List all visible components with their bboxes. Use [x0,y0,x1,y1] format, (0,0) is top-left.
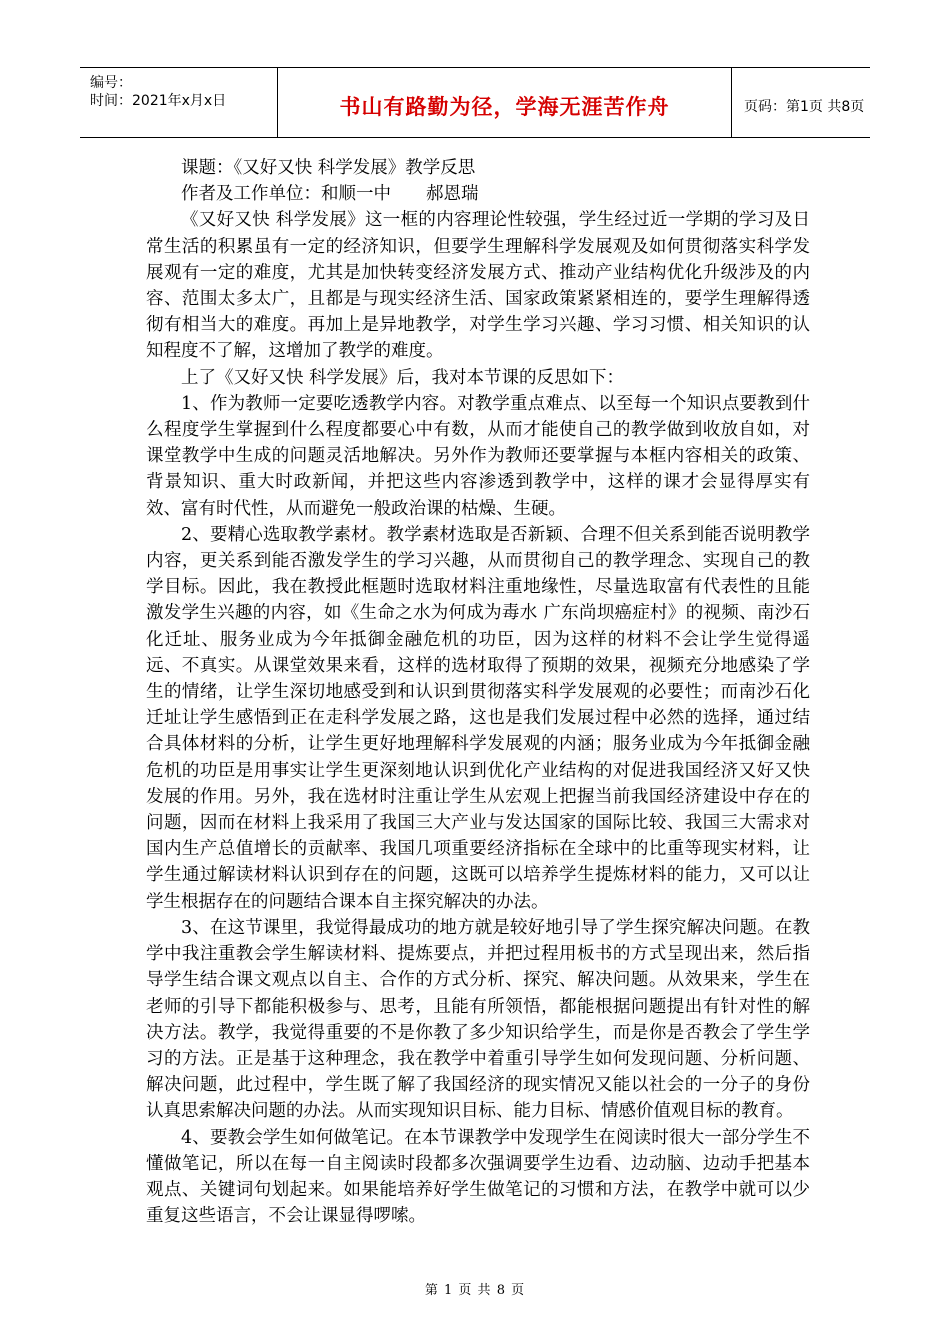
paragraph: 4、要教会学生如何做笔记。在本节课教学中发现学生在阅读时很大一部分学生不懂做笔记，所以在每一自主阅读时段都多次强调要学生边看、边动脑、边动手把基本观点、关键词句划起来。如果能培养好学生做笔记的习惯和方法，在教学中就可以少重复这些语言，不会让课显得啰嗦。 [146,1127,810,1227]
document-title: 课题：《又好又快 科学发展》教学反思 [181,158,476,178]
page-label: 页码：第1页 共8页 [744,98,865,115]
page-header [80,67,870,138]
number-label: 编号： [90,75,132,91]
header-page-cell [732,68,870,137]
paragraph: 1、作为教师一定要吃透教学内容。对教学重点难点、以至每一个知识点要教到什么程度学生掌握到什么程度都要心中有数，从而才能使自己的教学做到收放自如，对课堂教学中生成的问题灵活地解决。另外作为教师还要掌握与本框内容相关的政策、背景知识、重大时政新闻，并把这些内容渗透到教学中，这样的课才会显得厚实有效、富有时代性，从而避免一般政治课的枯燥、生硬。 [146,393,810,519]
document-body [146,155,810,1229]
paragraph: 上了《又好又快 科学发展》后，我对本节课的反思如下： [181,367,625,388]
page-footer [0,1279,950,1298]
header-meta [80,68,278,137]
paragraph: 2、要精心选取教学素材。教学素材选取是否新颖、合理不但关系到能否说明教学内容，更关系到能否激发学生的学习兴趣，从而贯彻自己的教学理念、实现自己的教学目标。因此，我在教授此框题时选取材料注重地缘性，尽量选取富有代表性的且能激发学生兴趣的内容，如《生命之水为何成为毒水 广东尚坝癌症村》的视频、南沙石化迁址、服务业成为今年抵御金融危机的功臣，因为这样的材料不会让学生觉得遥远、不真实。从课堂效果来看，这样的选材取得了预期的效果，视频充分地感染了学生的情绪，让学生深切地感受到和认识到贯彻落实科学发展观的必要性；而南沙石化迁址让学生感悟到正在走科学发展之路，这也是我们发展过程中必然的选择，通过结合具体材料的分析，让学生更好地理解科学发展观的内涵；服务业成为今年抵御金融危机的功臣是用事实让学生更深刻地认识到优化产业结构的对促进我国经济又好又快发展的作用。另外，我在选材时注重让学生从宏观上把握当前我国经济建设中存在的问题，因而在材料上我采用了我国三大产业与发达国家的国际比较、我国三大需求对国内生产总值增长的贡献率、我国几项重要经济指标在全球中的比重等现实材料，让学生通过解读材料认识到存在的问题，这既可以培养学生提炼材料的能力，又可以让学生根据存在的问题结合课本自主探究解决的办法。 [146,524,810,912]
document-author: 作者及工作单位：和顺一中 郝恩瑞 [181,184,479,205]
time-label: 时间：2021年x月x日 [90,93,227,109]
footer-page-number: 第 1 页 共 8 页 [424,1283,526,1298]
paragraph: 《又好又快 科学发展》这一框的内容理论性较强，学生经过近一学期的学习及日常生活的积累虽有一定的经济知识，但要学生理解科学发展观及如何贯彻落实科学发展观有一定的难度，尤其是加快转变经济发展方式、推动产业结构优化升级涉及的内容、范围太多太广，且都是与现实经济生活、国家政策紧紧相连的，要学生理解得透彻有相当大的难度。再加上是异地教学，对学生学习兴趣、学习习惯、相关知识的认知程度不了解，这增加了教学的难度。 [146,210,810,362]
paragraph: 3、在这节课里，我觉得最成功的地方就是较好地引导了学生探究解决问题。在教学中我注重教会学生解读材料、提炼要点，并把过程用板书的方式呈现出来，然后指导学生结合课文观点以自主、合作的方式分析、探究、解决问题。从效果来，学生在老师的引导下都能积极参与、思考，且能有所领悟，都能根据问题提出有针对性的解决方法。教学，我觉得重要的不是你教了多少知识给学生，而是你是否教会了学生学习的方法。正是基于这种理念，我在教学中着重引导学生如何发现问题、分析问题、解决问题，此过程中，学生既了解了我国经济的现实情况又能以社会的一分子的身份认真思索解决问题的办法。从而实现知识目标、能力目标、情感价值观目标的教育。 [146,917,810,1122]
motto-text: 书山有路勤为径，学海无涯苦作舟 [339,94,670,119]
header-motto-cell [278,68,732,137]
